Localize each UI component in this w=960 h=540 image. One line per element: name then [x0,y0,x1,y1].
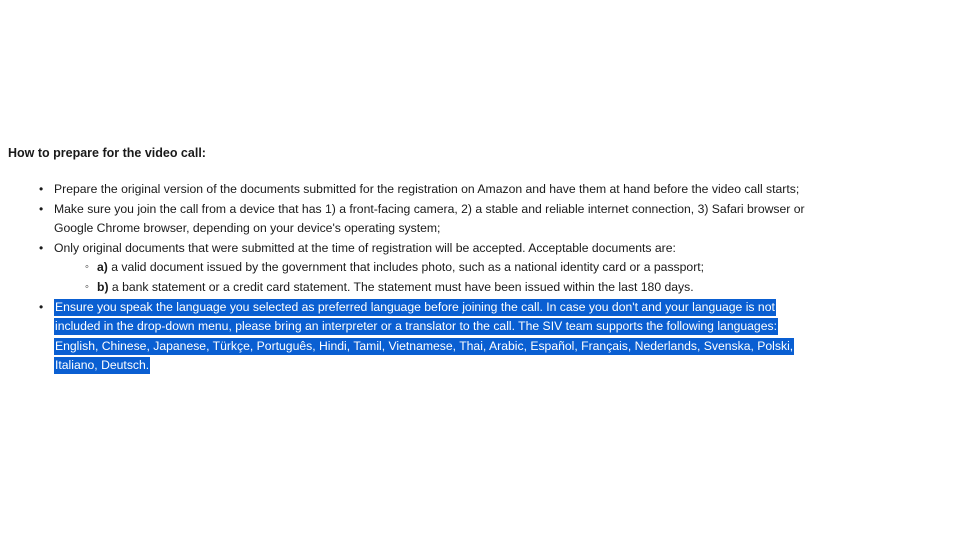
selected-text-line[interactable]: included in the drop-down menu, please bring an interpreter or a translator to the call. The SIV team supports the following languages: [55,319,777,334]
sublist-item-label: a) [97,260,108,275]
sublist-item-bank-statement [97,278,960,298]
sublist-item-text: a bank statement or a credit card statement. The statement must have been issued within the last 180 days. [108,279,694,294]
list-item-line: • Only original documents that were submitted at the time of registration will be accepted. Acceptable documents are: [54,240,676,255]
list-item-line: • Make sure you join the call from a device that has 1) a front-facing camera, 2) a stable and reliable internet connection, 3) Safari browser or [54,201,805,216]
selected-text-line[interactable]: Italiano, Deutsch. [55,358,150,373]
highlight-line-wrapper [54,356,960,376]
sublist-item-text: a valid document issued by the government that includes photo, such as a national identity card or a passport; [107,260,705,275]
list-item-documents [54,180,960,200]
list-item-language-selected-text[interactable] [54,298,960,376]
selected-text-line[interactable]: Ensure you speak the language you selected as preferred language before joining the call. In case you don't and your language is not [55,299,775,314]
highlight-line-wrapper [54,317,960,337]
highlight-line-wrapper [54,298,960,318]
selected-text-line[interactable]: English, Chinese, Japanese, Türkçe, Português, Hindi, Tamil, Vietnamese, Thai, Arabic, Español, Français, Nederlands, Svenska, Polski, [55,338,794,353]
acceptable-documents-sublist [54,258,960,297]
list-item-original-documents [54,239,960,298]
sublist-item-label: b) [97,279,109,294]
preparation-list [0,180,960,376]
section-heading: How to prepare for the video call: [8,146,206,160]
sublist-item-id-document [97,258,960,278]
list-item-line: • Prepare the original version of the documents submitted for the registration on Amazon and have them at hand before the video call starts; [54,182,800,196]
list-item-device [54,200,960,239]
list-item-line: Google Chrome browser, depending on your device's operating system; [54,221,441,236]
highlight-line-wrapper [54,337,960,357]
